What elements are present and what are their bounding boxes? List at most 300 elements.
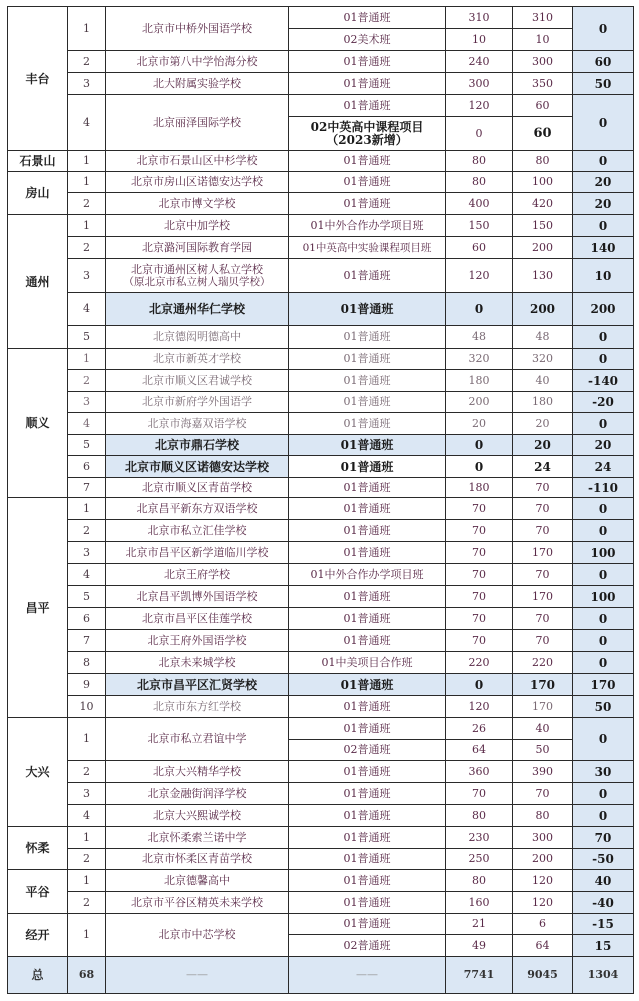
table-row	[8, 783, 634, 805]
index-cell: 3	[68, 73, 106, 95]
class-cell: 02普通班	[289, 935, 446, 957]
school-cell: 北京大兴熙诚学校	[106, 805, 289, 827]
table-row	[8, 892, 634, 914]
index-cell: 1	[68, 498, 106, 520]
class-cell: 01普通班	[289, 498, 446, 520]
plan-2023-cell: 70	[513, 520, 573, 542]
plan-2023-cell: 350	[513, 73, 573, 95]
plan-2022-cell: 80	[446, 805, 513, 827]
index-cell: 2	[68, 51, 106, 73]
plan-2023-cell: 310	[513, 7, 573, 29]
plan-2022-cell: 80	[446, 870, 513, 892]
table-row	[8, 237, 634, 259]
table-row	[8, 151, 634, 172]
plan-2022-cell: 80	[446, 172, 513, 193]
class-cell: 01普通班	[289, 259, 446, 293]
school-cell: 北京市昌平区新学道临川学校	[106, 542, 289, 564]
index-cell: 6	[68, 608, 106, 630]
school-cell: 北京市东方红学校	[106, 696, 289, 718]
diff-cell: 20	[573, 435, 634, 456]
diff-cell: 0	[573, 520, 634, 542]
school-cell: 北京市顺义区君诚学校	[106, 370, 289, 392]
school-cell: 北京市昌平区汇贤学校	[106, 674, 289, 696]
index-cell: 8	[68, 652, 106, 674]
school-cell: 北京潞河国际教育学园	[106, 237, 289, 259]
school-cell: 北京王府学校	[106, 564, 289, 586]
class-cell: 01中英高中实验课程项目班	[289, 237, 446, 259]
plan-2023-cell: 70	[513, 783, 573, 805]
table-row	[8, 73, 634, 95]
school-cell: 北京通州华仁学校	[106, 293, 289, 326]
plan-2023-cell: 20	[513, 435, 573, 456]
table-row	[8, 95, 634, 117]
school-cell: 北京市第八中学怡海分校	[106, 51, 289, 73]
district-cell: 房山	[8, 172, 68, 215]
table-row	[8, 51, 634, 73]
index-cell: 4	[68, 564, 106, 586]
school-cell: 北京王府外国语学校	[106, 630, 289, 652]
district-cell: 石景山	[8, 151, 68, 172]
plan-2023-cell: 180	[513, 392, 573, 413]
plan-2023-cell: 170	[513, 674, 573, 696]
class-cell: 01普通班	[289, 435, 446, 456]
class-cell: 01普通班	[289, 783, 446, 805]
district-cell: 顺义	[8, 349, 68, 498]
diff-cell: 100	[573, 586, 634, 608]
index-cell: 1	[68, 718, 106, 761]
plan-2023-cell: 70	[513, 478, 573, 498]
index-cell: 10	[68, 696, 106, 718]
plan-2022-cell: 70	[446, 542, 513, 564]
plan-2023-cell: 60	[513, 117, 573, 151]
plan-2023-cell: 64	[513, 935, 573, 957]
plan-2023-cell: 40	[513, 370, 573, 392]
index-cell: 3	[68, 783, 106, 805]
plan-2022-cell: 240	[446, 51, 513, 73]
school-cell: 北京德馨高中	[106, 870, 289, 892]
class-cell	[289, 117, 446, 151]
table-row	[8, 193, 634, 215]
class-cell: 01普通班	[289, 413, 446, 435]
index-cell: 5	[68, 586, 106, 608]
plan-2022-cell: 320	[446, 349, 513, 370]
table-row	[8, 564, 634, 586]
class-cell: 01普通班	[289, 456, 446, 478]
index-cell: 3	[68, 542, 106, 564]
school-cell: 北京市博文学校	[106, 193, 289, 215]
plan-2023-cell: 70	[513, 498, 573, 520]
school-cell: 北京市房山区诺德安达学校	[106, 172, 289, 193]
class-cell: 01普通班	[289, 892, 446, 914]
school-line-1: 北京市通州区树人私立学校	[131, 262, 263, 276]
school-cell: 北京市昌平区佳莲学校	[106, 608, 289, 630]
plan-2023-cell: 300	[513, 827, 573, 849]
class-cell: 01普通班	[289, 914, 446, 935]
plan-2022-cell: 180	[446, 370, 513, 392]
plan-2022-cell: 70	[446, 783, 513, 805]
district-cell: 大兴	[8, 718, 68, 827]
diff-cell: 0	[573, 630, 634, 652]
table-row	[8, 849, 634, 870]
plan-2023-cell: 40	[513, 718, 573, 740]
plan-2023-cell: 6	[513, 914, 573, 935]
plan-2023-cell: 20	[513, 413, 573, 435]
table-row-highlighted	[8, 435, 634, 456]
class-cell: 01普通班	[289, 608, 446, 630]
plan-2022-cell: 230	[446, 827, 513, 849]
plan-2022-cell: 0	[446, 293, 513, 326]
school-cell: 北大附属实验学校	[106, 73, 289, 95]
plan-2022-cell: 400	[446, 193, 513, 215]
plan-2022-cell: 0	[446, 674, 513, 696]
plan-2022-cell: 0	[446, 117, 513, 151]
plan-2023-cell: 220	[513, 652, 573, 674]
plan-2022-cell: 0	[446, 456, 513, 478]
plan-2023-cell: 320	[513, 349, 573, 370]
school-cell: 北京怀柔索兰诺中学	[106, 827, 289, 849]
plan-2022-cell: 70	[446, 630, 513, 652]
table-row	[8, 542, 634, 564]
plan-2022-cell: 70	[446, 608, 513, 630]
plan-2023-cell: 200	[513, 293, 573, 326]
plan-2023-cell: 170	[513, 542, 573, 564]
table-row	[8, 718, 634, 740]
index-cell: 1	[68, 349, 106, 370]
table-row	[8, 215, 634, 237]
plan-2022-cell: 250	[446, 849, 513, 870]
class-cell: 01普通班	[289, 193, 446, 215]
plan-2023-cell: 10	[513, 29, 573, 51]
diff-cell: 100	[573, 542, 634, 564]
diff-cell: -140	[573, 370, 634, 392]
class-cell: 02普通班	[289, 740, 446, 761]
table-row	[8, 630, 634, 652]
plan-2022-cell: 49	[446, 935, 513, 957]
index-cell: 2	[68, 849, 106, 870]
class-cell: 01普通班	[289, 478, 446, 498]
index-cell: 1	[68, 215, 106, 237]
class-cell: 01普通班	[289, 349, 446, 370]
school-cell: 北京德闳明德高中	[106, 326, 289, 349]
diff-cell: -50	[573, 849, 634, 870]
plan-2022-cell: 360	[446, 761, 513, 783]
total-row	[8, 957, 634, 994]
plan-2022-cell: 0	[446, 435, 513, 456]
school-cell: 北京金融街润泽学校	[106, 783, 289, 805]
plan-2023-cell: 150	[513, 215, 573, 237]
plan-2022-cell: 70	[446, 520, 513, 542]
class-cell: 01普通班	[289, 696, 446, 718]
table-row	[8, 652, 634, 674]
diff-cell: 0	[573, 215, 634, 237]
school-cell: 北京市新英才学校	[106, 349, 289, 370]
diff-cell: 70	[573, 827, 634, 849]
plan-2022-cell: 60	[446, 237, 513, 259]
district-cell: 平谷	[8, 870, 68, 914]
table-row	[8, 259, 634, 293]
plan-2022-cell: 310	[446, 7, 513, 29]
plan-2023-cell: 80	[513, 805, 573, 827]
diff-cell: 60	[573, 51, 634, 73]
plan-2023-cell: 80	[513, 151, 573, 172]
index-cell: 4	[68, 805, 106, 827]
total-count: 68	[68, 957, 106, 994]
class-cell: 01普通班	[289, 7, 446, 29]
index-cell: 1	[68, 172, 106, 193]
class-cell: 01普通班	[289, 718, 446, 740]
class-cell: 01普通班	[289, 51, 446, 73]
class-cell: 02美术班	[289, 29, 446, 51]
diff-cell: 0	[573, 783, 634, 805]
class-cell: 01普通班	[289, 674, 446, 696]
diff-cell: 0	[573, 805, 634, 827]
district-cell: 通州	[8, 215, 68, 349]
diff-cell: 40	[573, 870, 634, 892]
class-cell: 01普通班	[289, 520, 446, 542]
plan-2022-cell: 80	[446, 151, 513, 172]
table-row	[8, 914, 634, 935]
school-enrollment-table	[7, 6, 634, 994]
table-row	[8, 586, 634, 608]
class-cell: 01中外合作办学项目班	[289, 215, 446, 237]
index-cell: 4	[68, 95, 106, 151]
diff-cell: 20	[573, 193, 634, 215]
class-line-2: （2023新增）	[326, 132, 408, 147]
school-cell: 北京市石景山区中杉学校	[106, 151, 289, 172]
diff-cell: 15	[573, 935, 634, 957]
diff-cell: 0	[573, 413, 634, 435]
school-cell	[106, 259, 289, 293]
plan-2022-cell: 48	[446, 326, 513, 349]
plan-2022-cell: 160	[446, 892, 513, 914]
plan-2023-cell: 170	[513, 696, 573, 718]
class-cell: 01普通班	[289, 73, 446, 95]
index-cell: 3	[68, 392, 106, 413]
plan-2022-cell: 20	[446, 413, 513, 435]
school-cell: 北京未来城学校	[106, 652, 289, 674]
diff-cell: 170	[573, 674, 634, 696]
school-cell: 北京市中桥外国语学校	[106, 7, 289, 51]
class-line-1: 02中英高中课程项目	[310, 119, 424, 134]
class-cell: 01普通班	[289, 761, 446, 783]
table-row	[8, 520, 634, 542]
plan-2023-cell: 420	[513, 193, 573, 215]
plan-2022-cell: 10	[446, 29, 513, 51]
plan-2023-cell: 120	[513, 892, 573, 914]
index-cell: 2	[68, 370, 106, 392]
district-cell: 丰台	[8, 7, 68, 151]
diff-cell: 200	[573, 293, 634, 326]
plan-2023-cell: 120	[513, 870, 573, 892]
plan-2022-cell: 180	[446, 478, 513, 498]
index-cell: 1	[68, 914, 106, 957]
diff-cell: 0	[573, 95, 634, 151]
diff-cell: 0	[573, 349, 634, 370]
class-cell: 01普通班	[289, 95, 446, 117]
table-row	[8, 370, 634, 392]
school-cell: 北京市平谷区精英未来学校	[106, 892, 289, 914]
total-class-placeholder: ——	[289, 957, 446, 994]
class-cell: 01普通班	[289, 172, 446, 193]
diff-cell: 20	[573, 172, 634, 193]
plan-2022-cell: 21	[446, 914, 513, 935]
table-row	[8, 349, 634, 370]
school-cell: 北京大兴精华学校	[106, 761, 289, 783]
school-cell: 北京丽泽国际学校	[106, 95, 289, 151]
school-line-2: （原北京市私立树人瑞贝学校）	[123, 275, 271, 288]
table-row	[8, 413, 634, 435]
diff-cell: -15	[573, 914, 634, 935]
plan-2023-cell: 390	[513, 761, 573, 783]
class-cell: 01普通班	[289, 326, 446, 349]
table-row	[8, 478, 634, 498]
class-cell: 01普通班	[289, 827, 446, 849]
index-cell: 1	[68, 827, 106, 849]
plan-2023-cell: 60	[513, 95, 573, 117]
plan-2022-cell: 70	[446, 498, 513, 520]
plan-2022-cell: 70	[446, 564, 513, 586]
total-label: 总	[8, 957, 68, 994]
school-cell: 北京市海嘉双语学校	[106, 413, 289, 435]
school-cell: 北京市顺义区青苗学校	[106, 478, 289, 498]
index-cell: 7	[68, 630, 106, 652]
table-row	[8, 870, 634, 892]
table-row-highlighted	[8, 674, 634, 696]
diff-cell: 140	[573, 237, 634, 259]
diff-cell: -110	[573, 478, 634, 498]
class-cell: 01中美项目合作班	[289, 652, 446, 674]
district-cell: 怀柔	[8, 827, 68, 870]
class-cell: 01普通班	[289, 542, 446, 564]
plan-2023-cell: 70	[513, 608, 573, 630]
index-cell: 5	[68, 435, 106, 456]
class-cell: 01普通班	[289, 392, 446, 413]
index-cell: 5	[68, 326, 106, 349]
district-cell: 昌平	[8, 498, 68, 718]
plan-2022-cell: 120	[446, 95, 513, 117]
diff-cell: 0	[573, 498, 634, 520]
total-school-placeholder: ——	[106, 957, 289, 994]
diff-cell: 50	[573, 73, 634, 95]
class-cell: 01普通班	[289, 370, 446, 392]
table-row	[8, 172, 634, 193]
diff-cell: 0	[573, 7, 634, 51]
class-cell: 01普通班	[289, 805, 446, 827]
total-diff: 1304	[573, 957, 634, 994]
plan-2023-cell: 70	[513, 564, 573, 586]
class-cell: 01普通班	[289, 151, 446, 172]
class-cell: 01普通班	[289, 849, 446, 870]
diff-cell: 24	[573, 456, 634, 478]
plan-2022-cell: 300	[446, 73, 513, 95]
index-cell: 3	[68, 259, 106, 293]
plan-2022-cell: 70	[446, 586, 513, 608]
index-cell: 2	[68, 892, 106, 914]
class-cell: 01普通班	[289, 586, 446, 608]
index-cell: 1	[68, 870, 106, 892]
diff-cell: 0	[573, 652, 634, 674]
index-cell: 4	[68, 413, 106, 435]
diff-cell: 50	[573, 696, 634, 718]
class-cell: 01中外合作办学项目班	[289, 564, 446, 586]
diff-cell: -40	[573, 892, 634, 914]
table-row	[8, 608, 634, 630]
table-row	[8, 827, 634, 849]
total-plan-2023: 9045	[513, 957, 573, 994]
index-cell: 1	[68, 7, 106, 51]
school-cell: 北京市中芯学校	[106, 914, 289, 957]
school-cell: 北京市鼎石学校	[106, 435, 289, 456]
table-row	[8, 392, 634, 413]
plan-2023-cell: 300	[513, 51, 573, 73]
school-cell: 北京中加学校	[106, 215, 289, 237]
plan-2022-cell: 200	[446, 392, 513, 413]
diff-cell: 0	[573, 151, 634, 172]
class-cell: 01普通班	[289, 630, 446, 652]
school-cell: 北京市私立君谊中学	[106, 718, 289, 761]
diff-cell: 10	[573, 259, 634, 293]
plan-2023-cell: 130	[513, 259, 573, 293]
diff-cell: 0	[573, 564, 634, 586]
school-cell: 北京市新府学外国语学	[106, 392, 289, 413]
index-cell: 2	[68, 193, 106, 215]
index-cell: 1	[68, 151, 106, 172]
diff-cell: 0	[573, 326, 634, 349]
school-cell: 北京市怀柔区青苗学校	[106, 849, 289, 870]
table-row	[8, 326, 634, 349]
total-plan-2022: 7741	[446, 957, 513, 994]
plan-2023-cell: 200	[513, 237, 573, 259]
plan-2022-cell: 120	[446, 696, 513, 718]
school-cell: 北京昌平凯博外国语学校	[106, 586, 289, 608]
table-row	[8, 498, 634, 520]
plan-2023-cell: 48	[513, 326, 573, 349]
index-cell: 7	[68, 478, 106, 498]
plan-2023-cell: 100	[513, 172, 573, 193]
class-cell: 01普通班	[289, 870, 446, 892]
school-cell: 北京市顺义区诺德安达学校	[106, 456, 289, 478]
index-cell: 4	[68, 293, 106, 326]
table-row	[8, 805, 634, 827]
table-row-highlighted	[8, 293, 634, 326]
district-cell: 经开	[8, 914, 68, 957]
diff-cell: -20	[573, 392, 634, 413]
school-cell: 北京昌平新东方双语学校	[106, 498, 289, 520]
plan-2023-cell: 70	[513, 630, 573, 652]
diff-cell: 0	[573, 718, 634, 761]
diff-cell: 0	[573, 608, 634, 630]
class-cell: 01普通班	[289, 293, 446, 326]
table-row	[8, 7, 634, 29]
plan-2023-cell: 170	[513, 586, 573, 608]
table-row	[8, 761, 634, 783]
index-cell: 2	[68, 761, 106, 783]
table-row-highlighted	[8, 456, 634, 478]
diff-cell: 30	[573, 761, 634, 783]
plan-2022-cell: 120	[446, 259, 513, 293]
plan-2022-cell: 26	[446, 718, 513, 740]
table-row	[8, 696, 634, 718]
plan-2022-cell: 150	[446, 215, 513, 237]
index-cell: 9	[68, 674, 106, 696]
plan-2022-cell: 64	[446, 740, 513, 761]
index-cell: 2	[68, 520, 106, 542]
plan-2022-cell: 220	[446, 652, 513, 674]
plan-2023-cell: 200	[513, 849, 573, 870]
plan-2023-cell: 24	[513, 456, 573, 478]
index-cell: 6	[68, 456, 106, 478]
plan-2023-cell: 50	[513, 740, 573, 761]
